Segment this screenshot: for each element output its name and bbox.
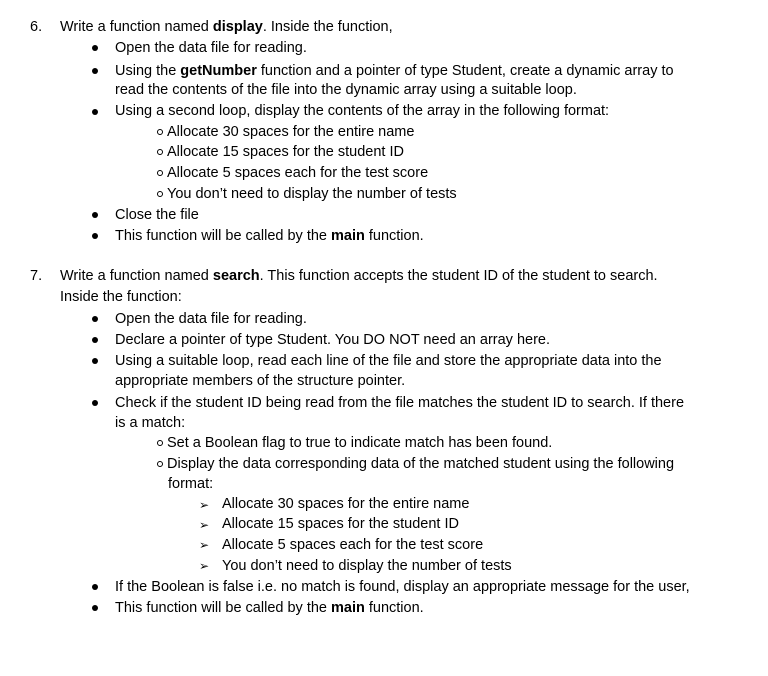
bullet-icon	[92, 605, 98, 611]
bullet-icon	[92, 358, 98, 364]
item-7-function-name: search	[212, 268, 260, 284]
item-6-intro-text-end: . Inside the function,	[262, 19, 393, 35]
item-7-arrow-1: Allocate 30 spaces for the entire name	[222, 496, 470, 512]
item-6-bullet-5-text: This function will be called by the	[115, 228, 331, 244]
item-6-intro-text: Write a function named	[60, 19, 213, 35]
arrowhead-icon: ➢	[199, 559, 210, 573]
arrowhead-icon: ➢	[199, 518, 210, 532]
item-6-bullet-3: Using a second loop, display the contents of the array in the following format:	[115, 103, 610, 119]
item-7-sub-2-line-2: format:	[168, 476, 214, 492]
bullet-icon	[92, 68, 98, 74]
item-7-intro-line-2: Inside the function:	[60, 289, 182, 305]
item-7-intro-text-end: . This function accepts the student ID of the student to search.	[259, 268, 658, 284]
item-7-arrow-2: Allocate 15 spaces for the student ID	[222, 516, 459, 532]
bullet-icon	[92, 400, 98, 406]
item-7-bullet-1: Open the data file for reading.	[115, 311, 307, 327]
item-6-sub-3	[157, 163, 428, 183]
item-7-bullet-6-text-end: function.	[364, 600, 424, 616]
bullet-icon	[92, 212, 98, 218]
item-7-bullet-6-text: This function will be called by the	[115, 600, 331, 616]
item-6-bullet-2-line-2: read the contents of the file into the dynamic array using a suitable loop.	[115, 82, 577, 98]
hollow-circle-icon	[157, 149, 163, 155]
item-7-sub-1-text: Set a Boolean flag to true to indicate match has been found.	[167, 435, 553, 451]
item-6-sub-1	[157, 122, 414, 142]
hollow-circle-icon	[157, 170, 163, 176]
item-7-number: 7.	[30, 268, 43, 284]
item-7-arrow-3: Allocate 5 spaces each for the test score	[222, 537, 484, 553]
item-6-bullet-2-text-end: function and a pointer of type Student, create a dynamic array to	[256, 63, 674, 79]
item-6-sub-3-text: Allocate 5 spaces each for the test score	[167, 165, 429, 181]
item-7-bullet-3-line-2: appropriate members of the structure pointer.	[115, 373, 406, 389]
item-7-bullet-2: Declare a pointer of type Student. You DO NOT need an array here.	[115, 332, 550, 348]
item-6-sub-4-text: You don’t need to display the number of tests	[167, 186, 457, 202]
bullet-icon	[92, 233, 98, 239]
hollow-circle-icon	[157, 440, 163, 446]
item-7-bullet-6	[115, 598, 424, 618]
main-function-name: main	[331, 600, 365, 616]
item-6-bullet-4: Close the file	[115, 207, 199, 223]
item-7-bullet-4: Check if the student ID being read from the file matches the student ID to search. If there	[115, 395, 685, 411]
item-7-bullet-4-line-2: is a match:	[115, 415, 186, 431]
item-7-intro	[60, 266, 658, 286]
item-6-bullet-2-text: Using the	[115, 63, 181, 79]
hollow-circle-icon	[157, 461, 163, 467]
item-6-number: 6.	[30, 19, 43, 35]
bullet-icon	[92, 109, 98, 115]
item-6-bullet-5-text-end: function.	[364, 228, 424, 244]
item-7-sub-1	[157, 433, 552, 453]
item-6-sub-4	[157, 184, 457, 204]
item-7-intro-text: Write a function named	[60, 268, 213, 284]
hollow-circle-icon	[157, 191, 163, 197]
bullet-icon	[92, 337, 98, 343]
item-7-arrow-4: You don’t need to display the number of tests	[222, 558, 512, 574]
item-6-sub-2	[157, 142, 404, 162]
arrowhead-icon: ➢	[199, 538, 210, 552]
item-6-bullet-5	[115, 226, 424, 246]
item-6-bullet-2	[115, 61, 674, 81]
getnumber-function-name: getNumber	[180, 63, 257, 79]
item-7-bullet-5: If the Boolean is false i.e. no match is found, display an appropriate message for the user,	[115, 579, 690, 595]
arrowhead-icon: ➢	[199, 498, 210, 512]
item-6-sub-2-text: Allocate 15 spaces for the student ID	[167, 144, 404, 160]
item-6-bullet-1: Open the data file for reading.	[115, 40, 307, 56]
item-6-sub-1-text: Allocate 30 spaces for the entire name	[167, 124, 415, 140]
item-7-bullet-3: Using a suitable loop, read each line of the file and store the appropriate data into the	[115, 353, 662, 369]
main-function-name: main	[331, 228, 365, 244]
hollow-circle-icon	[157, 129, 163, 135]
item-7-sub-2	[157, 454, 674, 474]
bullet-icon	[92, 584, 98, 590]
item-6-function-name: display	[212, 19, 263, 35]
bullet-icon	[92, 316, 98, 322]
item-6-intro	[60, 17, 393, 37]
item-7-sub-2-text: Display the data corresponding data of the matched student using the following	[167, 456, 675, 472]
bullet-icon	[92, 45, 98, 51]
